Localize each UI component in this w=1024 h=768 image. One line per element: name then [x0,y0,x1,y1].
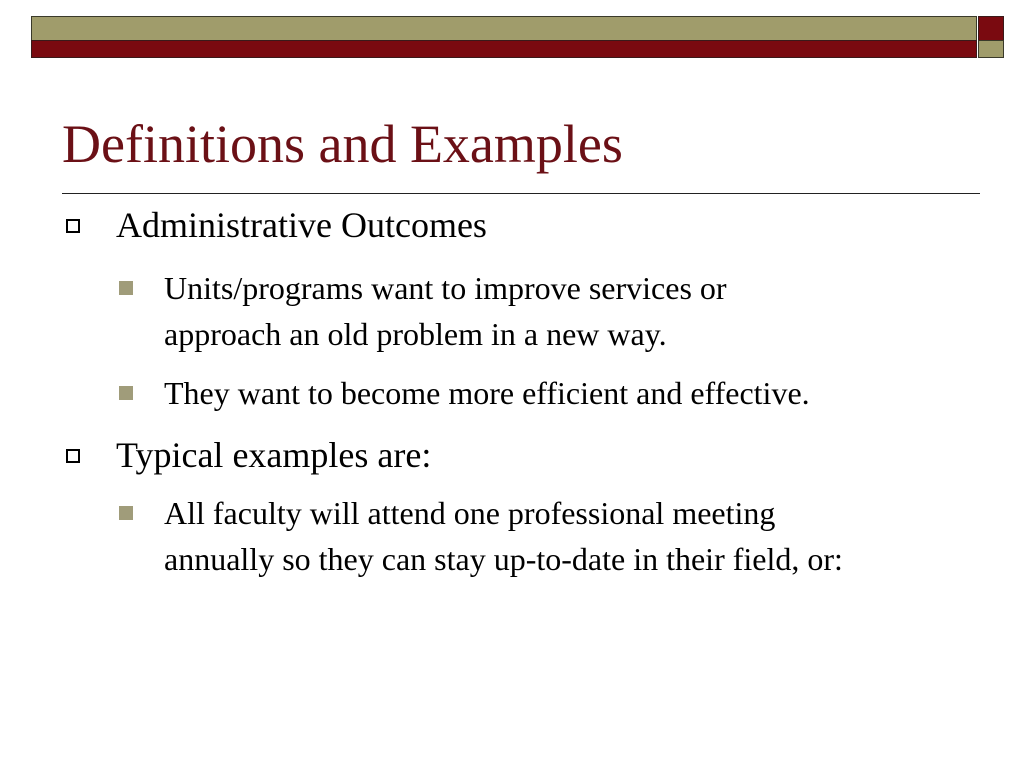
bullet-text: Typical examples are: [116,435,432,475]
hollow-square-bullet-icon [66,449,80,463]
sub-bullet-line: All faculty will attend one professional meeting [164,495,776,531]
sub-bullet-line: annually so they can stay up-to-date in their field, or: [164,541,843,577]
slide-title: Definitions and Examples [62,114,623,174]
sub-bullet-efficient [164,370,984,416]
header-red-bar [31,40,977,58]
filled-square-bullet-icon [119,281,133,295]
filled-square-bullet-icon [119,386,133,400]
header-corner-red-square [978,16,1004,41]
hollow-square-bullet-icon [66,219,80,233]
bullet-administrative-outcomes [116,205,487,246]
bullet-typical-examples [116,435,431,476]
header-olive-bar [31,16,977,41]
bullet-text: Administrative Outcomes [116,205,487,245]
title-divider [62,193,980,194]
sub-bullet-line: Units/programs want to improve services or [164,270,727,306]
sub-bullet-line: approach an old problem in a new way. [164,316,667,352]
header-corner-olive-square [978,40,1004,58]
sub-bullet-improve-services [164,265,984,357]
sub-bullet-line: They want to become more efficient and effective. [164,375,810,411]
filled-square-bullet-icon [119,506,133,520]
sub-bullet-faculty-meeting [164,490,984,582]
